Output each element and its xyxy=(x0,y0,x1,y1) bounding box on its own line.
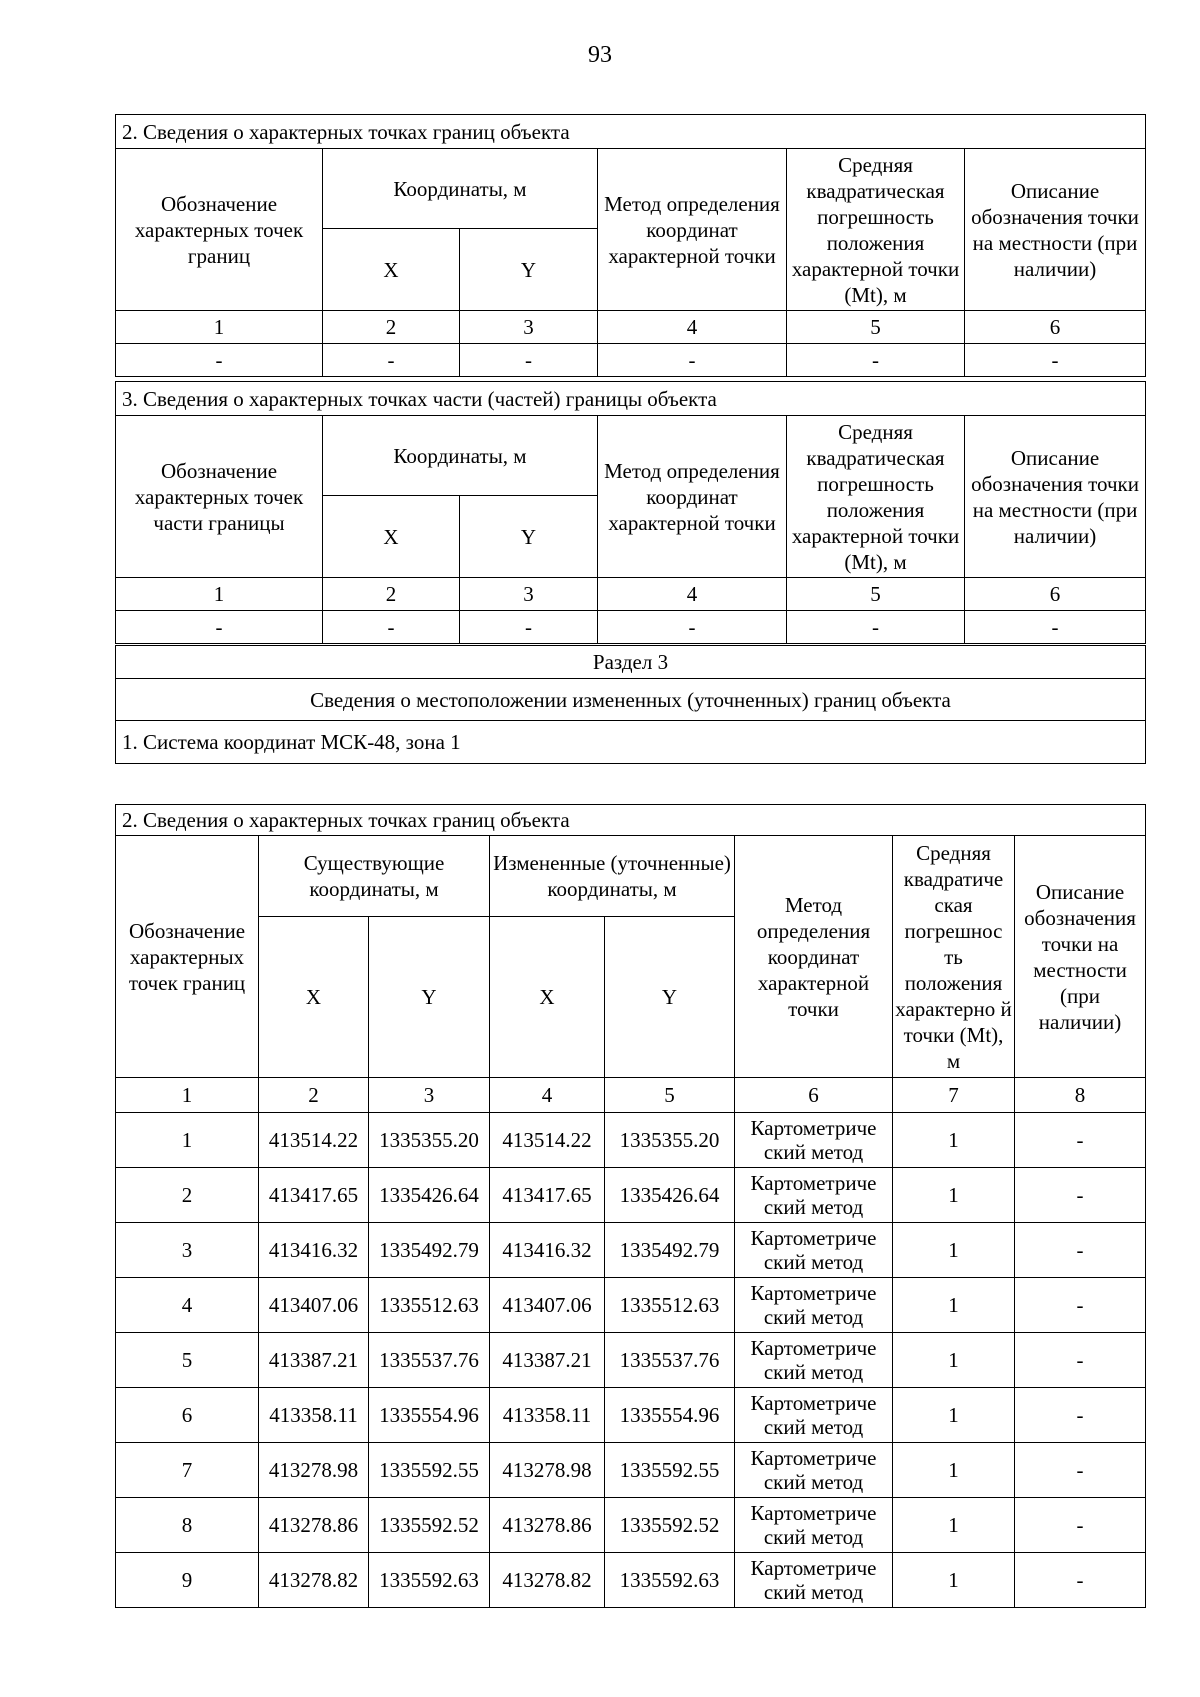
table-cell: 1335592.63 xyxy=(605,1553,735,1608)
header-x: X xyxy=(490,917,605,1078)
column-number: 1 xyxy=(116,1078,259,1113)
table-cell: 1 xyxy=(893,1388,1015,1443)
table-cell: 3 xyxy=(116,1223,259,1278)
column-number: 3 xyxy=(369,1078,490,1113)
table-cell: 1335592.55 xyxy=(369,1443,490,1498)
header-x: X xyxy=(259,917,369,1078)
table-row xyxy=(116,1113,1146,1168)
table-cell: 1335426.64 xyxy=(369,1168,490,1223)
header-description: Описание обозначения точки на местности (при наличии) xyxy=(965,416,1146,578)
table-cell: 413278.82 xyxy=(490,1553,605,1608)
table-cell: Картометриче ский метод xyxy=(735,1278,893,1333)
table-row xyxy=(116,1223,1146,1278)
table-cell: - xyxy=(965,611,1146,644)
table-row xyxy=(116,1553,1146,1608)
table-cell: 413278.98 xyxy=(490,1443,605,1498)
table-cell: 1335592.52 xyxy=(369,1498,490,1553)
table-row xyxy=(116,1168,1146,1223)
points-table-body xyxy=(116,1113,1146,1608)
table-cell: 1335554.96 xyxy=(369,1388,490,1443)
table-cell: Картометриче ский метод xyxy=(735,1113,893,1168)
table-cell: 1335355.20 xyxy=(369,1113,490,1168)
column-numbers-row xyxy=(116,311,1146,344)
table-cell: - xyxy=(460,344,598,377)
table-cell: 413407.06 xyxy=(490,1278,605,1333)
table-cell: - xyxy=(1015,1443,1146,1498)
table-cell: 1 xyxy=(893,1553,1015,1608)
table-cell: - xyxy=(1015,1553,1146,1608)
table-cell: 6 xyxy=(116,1388,259,1443)
table-cell: 1 xyxy=(893,1443,1015,1498)
table-cell: 1335592.63 xyxy=(369,1553,490,1608)
table-cell: 1 xyxy=(116,1113,259,1168)
table-cell: - xyxy=(1015,1168,1146,1223)
table-title: 3. Сведения о характерных точках части (частей) границы объекта xyxy=(116,382,1146,416)
column-number: 5 xyxy=(605,1078,735,1113)
column-number: 4 xyxy=(598,311,787,344)
column-number: 5 xyxy=(787,578,965,611)
table-cell: - xyxy=(116,611,323,644)
table-cell: 413358.11 xyxy=(259,1388,369,1443)
header-description: Описание обозначения точки на местности (при наличии) xyxy=(1015,836,1146,1078)
section-heading: Раздел 3 xyxy=(116,646,1146,679)
table-cell: - xyxy=(1015,1278,1146,1333)
table-cell: 413514.22 xyxy=(259,1113,369,1168)
column-number: 6 xyxy=(965,311,1146,344)
table-cell: 413416.32 xyxy=(259,1223,369,1278)
table-cell: 413407.06 xyxy=(259,1278,369,1333)
column-number: 4 xyxy=(490,1078,605,1113)
table-row xyxy=(116,1278,1146,1333)
table-cell: 1335512.63 xyxy=(605,1278,735,1333)
table-cell: Картометриче ский метод xyxy=(735,1443,893,1498)
table-cell: 1 xyxy=(893,1168,1015,1223)
table-cell: - xyxy=(460,611,598,644)
table-cell: 413358.11 xyxy=(490,1388,605,1443)
table-cell: 4 xyxy=(116,1278,259,1333)
table-cell: 413416.32 xyxy=(490,1223,605,1278)
table-cell: 413417.65 xyxy=(490,1168,605,1223)
table-cell: Картометриче ский метод xyxy=(735,1223,893,1278)
column-number: 4 xyxy=(598,578,787,611)
boundary-points-table xyxy=(115,114,1146,377)
page-number: 93 xyxy=(588,42,612,68)
header-error: Средняя квадратическая погрешность положения характерной точки (Mt), м xyxy=(787,149,965,311)
table-row xyxy=(116,1333,1146,1388)
header-designation: Обозначение характерных точек границ xyxy=(116,149,323,311)
table-cell: - xyxy=(787,344,965,377)
table-cell: - xyxy=(1015,1223,1146,1278)
table-cell: - xyxy=(116,344,323,377)
table-cell: 413417.65 xyxy=(259,1168,369,1223)
header-method: Метод определения координат характерной точки xyxy=(598,416,787,578)
header-method: Метод определения координат характерной точки xyxy=(598,149,787,311)
table-cell: - xyxy=(323,611,460,644)
table-cell: Картометриче ский метод xyxy=(735,1388,893,1443)
column-number: 2 xyxy=(323,578,460,611)
table-cell: - xyxy=(1015,1388,1146,1443)
header-y: Y xyxy=(605,917,735,1078)
column-number: 3 xyxy=(460,578,598,611)
table-cell: - xyxy=(598,344,787,377)
table-cell: 8 xyxy=(116,1498,259,1553)
table-cell: 413514.22 xyxy=(490,1113,605,1168)
section-subheading: Сведения о местоположении измененных (уточненных) границ объекта xyxy=(116,679,1146,721)
header-y: Y xyxy=(369,917,490,1078)
table-cell: - xyxy=(965,344,1146,377)
table-cell: Картометриче ский метод xyxy=(735,1553,893,1608)
header-y: Y xyxy=(460,496,598,578)
column-number: 6 xyxy=(735,1078,893,1113)
table-cell: 1335592.55 xyxy=(605,1443,735,1498)
table-cell: Картометриче ский метод xyxy=(735,1498,893,1553)
table-cell: 413278.98 xyxy=(259,1443,369,1498)
table-cell: Картометриче ский метод xyxy=(735,1168,893,1223)
column-number: 5 xyxy=(787,311,965,344)
table-cell: Картометриче ский метод xyxy=(735,1333,893,1388)
table-cell: 413278.82 xyxy=(259,1553,369,1608)
header-coordinates: Координаты, м xyxy=(323,416,598,496)
table-row xyxy=(116,611,1146,644)
column-number: 1 xyxy=(116,578,323,611)
header-designation: Обозначение характерных точек части границы xyxy=(116,416,323,578)
table-cell: 1335537.76 xyxy=(605,1333,735,1388)
table-cell: 413278.86 xyxy=(490,1498,605,1553)
column-number: 8 xyxy=(1015,1078,1146,1113)
table-row xyxy=(116,344,1146,377)
table-row xyxy=(116,1443,1146,1498)
column-number: 3 xyxy=(460,311,598,344)
column-numbers-row xyxy=(116,578,1146,611)
table-cell: - xyxy=(787,611,965,644)
table-cell: 1 xyxy=(893,1333,1015,1388)
table-cell: 1 xyxy=(893,1498,1015,1553)
table-cell: 1335492.79 xyxy=(369,1223,490,1278)
table-cell: 7 xyxy=(116,1443,259,1498)
header-error: Средняя квадратическая погрешность положения характерной точки (Mt), м xyxy=(787,416,965,578)
column-number: 1 xyxy=(116,311,323,344)
table-cell: 1 xyxy=(893,1113,1015,1168)
changed-boundary-points-table xyxy=(115,804,1146,1608)
table-cell: 1335592.52 xyxy=(605,1498,735,1553)
header-existing-coordinates: Существующие координаты, м xyxy=(259,836,490,917)
header-x: X xyxy=(323,229,460,311)
table-cell: 1335554.96 xyxy=(605,1388,735,1443)
table-cell: 413387.21 xyxy=(259,1333,369,1388)
table-cell: - xyxy=(598,611,787,644)
column-numbers-row xyxy=(116,1078,1146,1113)
header-error: Средняя квадратиче ская погрешнос ть положения характерно й точки (Mt), м xyxy=(893,836,1015,1078)
table-title: 2. Сведения о характерных точках границ объекта xyxy=(116,805,1146,836)
table-cell: 5 xyxy=(116,1333,259,1388)
table-cell: 1 xyxy=(893,1223,1015,1278)
header-coordinates: Координаты, м xyxy=(323,149,598,229)
table-cell: 1335512.63 xyxy=(369,1278,490,1333)
coordinate-system: 1. Система координат МСК-48, зона 1 xyxy=(116,721,1146,764)
table-cell: 1 xyxy=(893,1278,1015,1333)
table-cell: 413278.86 xyxy=(259,1498,369,1553)
column-number: 7 xyxy=(893,1078,1015,1113)
column-number: 2 xyxy=(259,1078,369,1113)
header-y: Y xyxy=(460,229,598,311)
table-cell: 2 xyxy=(116,1168,259,1223)
table-row xyxy=(116,1388,1146,1443)
table-cell: 1335426.64 xyxy=(605,1168,735,1223)
table-cell: 1335492.79 xyxy=(605,1223,735,1278)
table-cell: 413387.21 xyxy=(490,1333,605,1388)
table-cell: - xyxy=(1015,1113,1146,1168)
table-row xyxy=(116,1498,1146,1553)
table-cell: 1335355.20 xyxy=(605,1113,735,1168)
header-x: X xyxy=(323,496,460,578)
table-cell: 9 xyxy=(116,1553,259,1608)
section-header-table xyxy=(115,645,1146,764)
header-changed-coordinates: Измененные (уточненные) координаты, м xyxy=(490,836,735,917)
table-cell: 1335537.76 xyxy=(369,1333,490,1388)
part-boundary-points-table xyxy=(115,381,1146,644)
column-number: 6 xyxy=(965,578,1146,611)
header-description: Описание обозначения точки на местности (при наличии) xyxy=(965,149,1146,311)
table-title: 2. Сведения о характерных точках границ объекта xyxy=(116,115,1146,149)
table-cell: - xyxy=(1015,1333,1146,1388)
header-method: Метод определения координат характерной точки xyxy=(735,836,893,1078)
column-number: 2 xyxy=(323,311,460,344)
table-cell: - xyxy=(1015,1498,1146,1553)
header-designation: Обозначение характерных точек границ xyxy=(116,836,259,1078)
table-cell: - xyxy=(323,344,460,377)
